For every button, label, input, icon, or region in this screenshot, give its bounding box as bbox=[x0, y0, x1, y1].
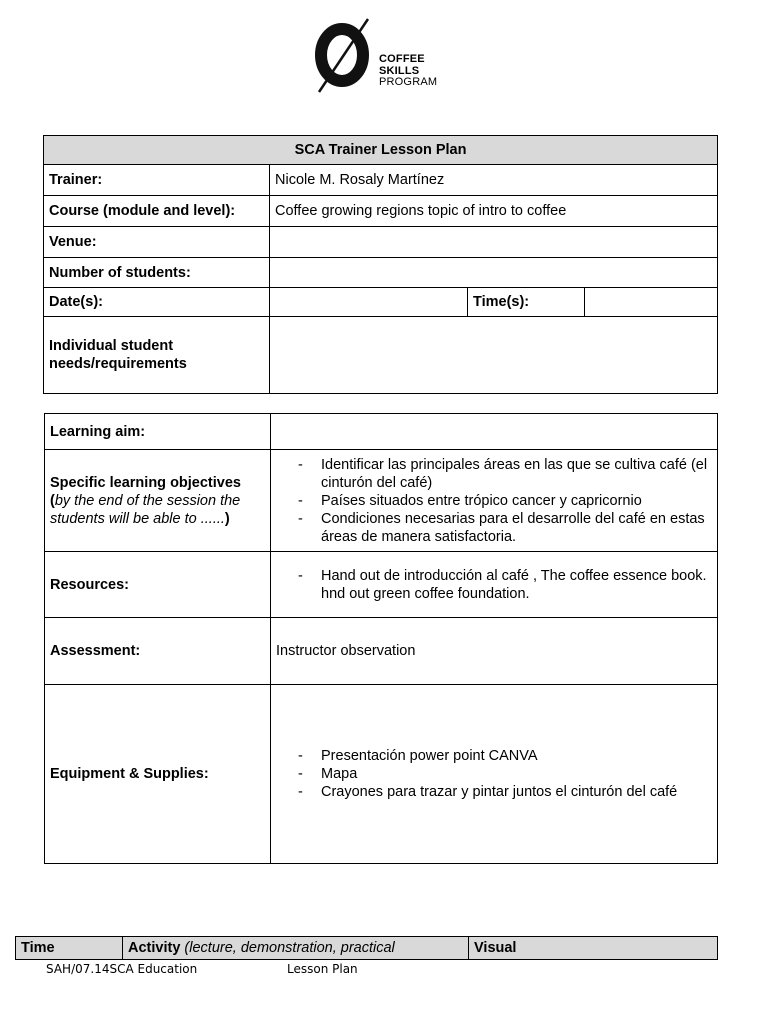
logo-wordmark bbox=[379, 54, 437, 89]
visual-column-header: Visual bbox=[469, 937, 718, 960]
trainer-label: Trainer: bbox=[44, 165, 270, 196]
objectives-open-paren: ( bbox=[50, 492, 55, 509]
objectives-list bbox=[276, 456, 712, 546]
objectives-label: Specific learning objectives bbox=[50, 474, 241, 491]
equipment-item: - Presentación power point CANVA bbox=[321, 747, 712, 765]
times-value[interactable] bbox=[585, 288, 718, 317]
course-label: Course (module and level): bbox=[44, 196, 270, 227]
logo-line-coffee: COFFEE bbox=[379, 53, 425, 65]
time-column-header: Time bbox=[16, 937, 123, 960]
equipment-label: Equipment & Supplies: bbox=[45, 685, 271, 864]
resources-cell[interactable] bbox=[271, 552, 718, 618]
activity-label: Activity bbox=[128, 940, 181, 956]
dates-value[interactable] bbox=[270, 288, 468, 317]
objectives-label-cell bbox=[45, 450, 271, 552]
learning-details-table bbox=[44, 413, 718, 864]
needs-value[interactable] bbox=[270, 317, 718, 394]
objectives-close-paren: ) bbox=[224, 510, 230, 527]
course-value[interactable]: Coffee growing regions topic of intro to coffee bbox=[270, 196, 718, 227]
equipment-list bbox=[276, 747, 712, 801]
objective-item: - Países situados entre trópico cancer y capricornio bbox=[321, 492, 712, 510]
footer-title: Lesson Plan bbox=[287, 962, 358, 976]
equipment-item: - Mapa bbox=[321, 765, 712, 783]
equipment-item: - Crayones para trazar y pintar juntos el cinturón del café bbox=[321, 783, 712, 801]
activity-column-header bbox=[123, 937, 469, 960]
venue-label: Venue: bbox=[44, 227, 270, 258]
schedule-header-table bbox=[15, 936, 718, 960]
trainer-value[interactable]: Nicole M. Rosaly Martínez bbox=[270, 165, 718, 196]
objective-item: - Condiciones necesarias para el desarrolle del café en estas áreas de manera satisfactoria. bbox=[321, 510, 712, 546]
objectives-cell[interactable] bbox=[271, 450, 718, 552]
learning-aim-value[interactable] bbox=[271, 414, 718, 450]
page-footer bbox=[46, 962, 358, 976]
students-label: Number of students: bbox=[44, 258, 270, 288]
sca-logo-icon bbox=[314, 18, 374, 94]
resources-label: Resources: bbox=[45, 552, 271, 618]
resource-item: - Hand out de introducción al café , The coffee essence book. hnd out green coffee foundation. bbox=[321, 567, 712, 603]
dates-label: Date(s): bbox=[44, 288, 270, 317]
assessment-label: Assessment: bbox=[45, 618, 271, 685]
resources-list bbox=[276, 567, 712, 603]
assessment-value[interactable]: Instructor observation bbox=[271, 618, 718, 685]
footer-code: SAH/07.14SCA Education bbox=[46, 962, 198, 976]
objective-item: - Identificar las principales áreas en las que se cultiva café (el cinturón del café) bbox=[321, 456, 712, 492]
activity-note: (lecture, demonstration, practical bbox=[184, 940, 395, 956]
times-label: Time(s): bbox=[468, 288, 585, 317]
lesson-plan-title: SCA Trainer Lesson Plan bbox=[44, 136, 718, 165]
coffee-skills-program-logo bbox=[314, 18, 444, 94]
logo-line-program: PROGRAM bbox=[379, 76, 438, 88]
objectives-note: by the end of the session the students will be able to ...... bbox=[50, 492, 241, 527]
venue-value[interactable] bbox=[270, 227, 718, 258]
logo-line-skills: SKILLS bbox=[379, 64, 420, 77]
equipment-cell[interactable] bbox=[271, 685, 718, 864]
learning-aim-label: Learning aim: bbox=[45, 414, 271, 450]
lesson-plan-header-table bbox=[43, 135, 718, 394]
needs-label: Individual student needs/requirements bbox=[44, 317, 270, 394]
students-value[interactable] bbox=[270, 258, 718, 288]
